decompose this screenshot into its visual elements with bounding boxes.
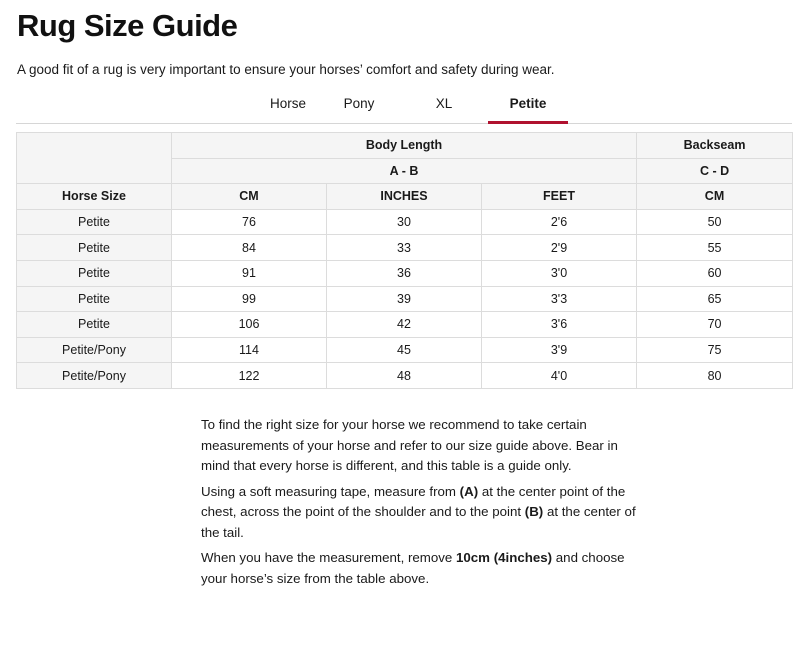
page-title: Rug Size Guide (17, 8, 238, 43)
backseam-subheader: C - D (637, 158, 793, 184)
table-row (17, 235, 793, 261)
column-header-inches: INCHES (327, 184, 482, 210)
page-subtitle: A good fit of a rug is very important to ensure your horses’ comfort and safety during wear. (17, 62, 555, 77)
size-tabs (16, 92, 792, 124)
table-corner-cell (17, 133, 172, 184)
cell-inches: 42 (327, 312, 482, 338)
cell-backseam: 70 (637, 312, 793, 338)
cell-inches: 48 (327, 363, 482, 389)
table-row (17, 286, 793, 312)
instructions-text: Using a soft measuring tape, measure from (201, 483, 460, 499)
table-row (17, 312, 793, 338)
cell-feet: 2'9 (482, 235, 637, 261)
body-length-subheader: A - B (172, 158, 637, 184)
instructions-paragraph-1: To find the right size for your horse we recommend to take certain measurements of your horse and refer to our size guide above. Bear in mind that every horse is different, and this table is a guide only. (201, 417, 618, 473)
cell-inches: 30 (327, 209, 482, 235)
row-size: Petite (17, 235, 172, 261)
cell-inches: 33 (327, 235, 482, 261)
point-a-label: (A) (459, 483, 479, 499)
instructions-text: When you have the measurement, remove (201, 550, 456, 565)
cell-feet: 2'6 (482, 209, 637, 235)
column-header-backseam-cm: CM (637, 184, 793, 210)
cell-cm: 99 (172, 286, 327, 312)
cell-backseam: 50 (637, 209, 793, 235)
cell-backseam: 65 (637, 286, 793, 312)
cell-cm: 91 (172, 260, 327, 286)
instructions-text: and choose your horse’s size from the table above. (201, 550, 625, 586)
cell-backseam: 55 (637, 235, 793, 261)
cell-backseam: 80 (637, 363, 793, 389)
column-header-horse-size: Horse Size (17, 184, 172, 210)
tab-petite[interactable]: Petite (488, 96, 568, 124)
cell-feet: 4'0 (482, 363, 637, 389)
cell-cm: 114 (172, 337, 327, 363)
cell-cm: 122 (172, 363, 327, 389)
instructions-text: at the center point of the chest, across the point of the shoulder and to the point (201, 483, 626, 519)
measuring-instructions (201, 415, 647, 594)
cell-cm: 106 (172, 312, 327, 338)
row-size: Petite/Pony (17, 337, 172, 363)
cell-feet: 3'9 (482, 337, 637, 363)
cell-cm: 76 (172, 209, 327, 235)
table-row (17, 363, 793, 389)
tab-pony[interactable]: Pony (343, 96, 375, 111)
size-guide-table (16, 132, 793, 389)
instructions-paragraph-3 (201, 548, 647, 589)
tab-xl[interactable]: XL (435, 96, 453, 111)
row-size: Petite (17, 260, 172, 286)
backseam-header: Backseam (637, 133, 793, 159)
tab-horse[interactable]: Horse (269, 96, 306, 111)
table-row (17, 209, 793, 235)
body-length-header: Body Length (172, 133, 637, 159)
table-row (17, 260, 793, 286)
cell-feet: 3'6 (482, 312, 637, 338)
cell-backseam: 60 (637, 260, 793, 286)
cell-cm: 84 (172, 235, 327, 261)
row-size: Petite (17, 312, 172, 338)
row-size: Petite (17, 209, 172, 235)
column-header-cm: CM (172, 184, 327, 210)
cell-feet: 3'0 (482, 260, 637, 286)
cell-inches: 39 (327, 286, 482, 312)
row-size: Petite (17, 286, 172, 312)
deduction-amount: 10cm (4inches) (456, 550, 553, 565)
instructions-text: at the center of the tail. (201, 504, 636, 540)
cell-inches: 45 (327, 337, 482, 363)
cell-backseam: 75 (637, 337, 793, 363)
column-header-feet: FEET (482, 184, 637, 210)
point-b-label: (B) (524, 504, 544, 519)
row-size: Petite/Pony (17, 363, 172, 389)
cell-feet: 3'3 (482, 286, 637, 312)
table-row (17, 337, 793, 363)
cell-inches: 36 (327, 260, 482, 286)
instructions-paragraph-2 (201, 482, 647, 544)
